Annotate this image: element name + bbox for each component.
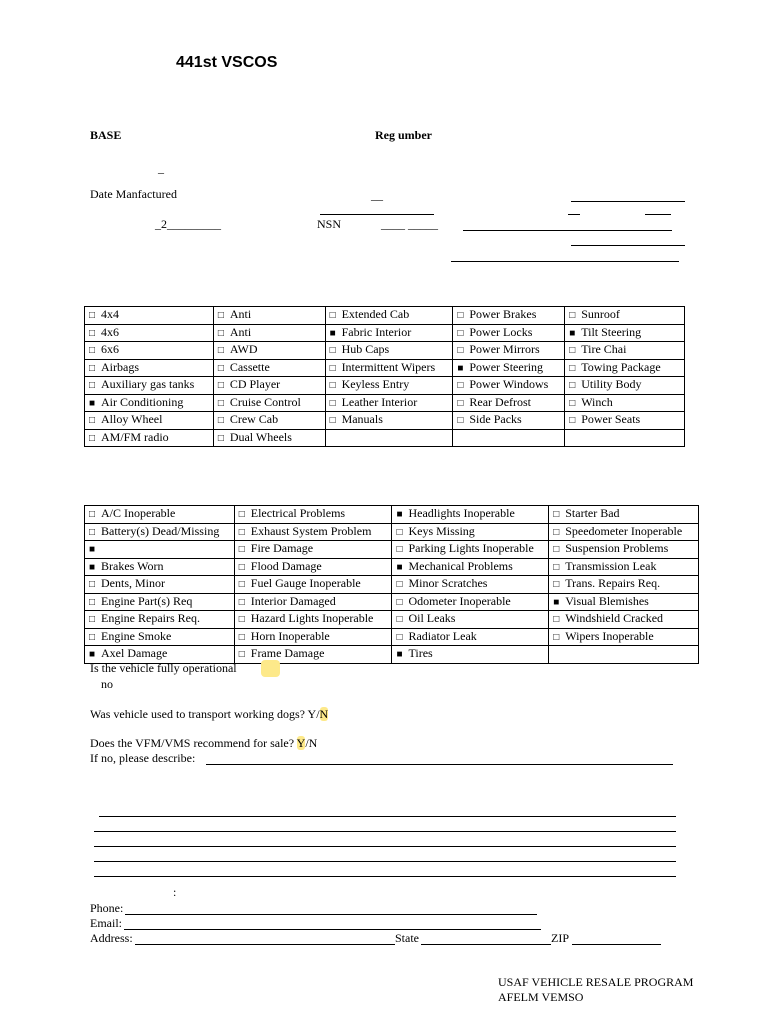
checklist-label: Speedometer Inoperable	[565, 523, 683, 538]
checkbox[interactable]: ■	[329, 327, 336, 339]
checkbox[interactable]: □	[457, 327, 464, 339]
table-row	[85, 611, 699, 629]
checklist-label: Power Mirrors	[469, 342, 540, 356]
checklist-cell	[565, 377, 685, 395]
checklist-cell	[453, 359, 565, 377]
checkbox[interactable]: □	[238, 614, 245, 625]
checkbox[interactable]: □	[569, 380, 576, 391]
checklist-label: Tire Chai	[581, 342, 627, 356]
checklist-label: Radiator Leak	[408, 628, 477, 643]
checklist-cell	[325, 429, 453, 447]
description-line[interactable]	[94, 876, 676, 877]
table-row	[85, 576, 699, 594]
checklist-label: Horn Inoperable	[250, 628, 330, 643]
checklist-label: Fabric Interior	[341, 324, 412, 339]
checklist-cell	[453, 307, 565, 325]
checklist-label: Electrical Problems	[250, 506, 346, 520]
checklist-cell	[565, 359, 685, 377]
checklist-label: Visual Blemishes	[565, 593, 649, 608]
checkbox[interactable]: □	[89, 310, 96, 321]
checklist-label: Frame Damage	[250, 646, 325, 660]
checklist-label: 4x4	[101, 307, 119, 321]
description-line[interactable]	[94, 831, 676, 832]
checkbox[interactable]: □	[553, 561, 560, 573]
form-title: 441st VSCOS	[176, 54, 278, 71]
checklist-cell	[549, 506, 699, 524]
checkbox[interactable]: ■	[396, 561, 403, 573]
checklist-cell	[85, 359, 214, 377]
checklist-cell	[85, 611, 235, 629]
table-row	[85, 628, 699, 646]
checklist-cell	[85, 576, 235, 594]
checklist-label: Battery(s) Dead/Missing	[101, 523, 220, 538]
table-row	[85, 593, 699, 611]
checkbox[interactable]: □	[457, 397, 464, 409]
checklist-cell	[392, 506, 549, 524]
table-row	[85, 394, 685, 412]
checklist-cell	[85, 506, 235, 524]
checklist-cell	[234, 506, 392, 524]
checkbox[interactable]: □	[89, 631, 96, 643]
blank-line[interactable]	[320, 214, 434, 215]
blank-line[interactable]	[451, 261, 679, 262]
checklist-label: Keys Missing	[408, 523, 475, 538]
checklist-label: Power Seats	[581, 412, 641, 426]
blank-line[interactable]	[463, 230, 672, 231]
checklist-label: Headlights Inoperable	[408, 506, 515, 520]
checkbox[interactable]: □	[89, 509, 96, 520]
checkbox[interactable]: □	[569, 362, 576, 374]
checklist-label: Side Packs	[469, 412, 522, 426]
table-row	[85, 307, 685, 325]
operational-answer-highlight[interactable]	[261, 660, 280, 677]
checklist-label: Axel Damage	[101, 646, 168, 660]
checklist-cell	[453, 412, 565, 430]
checklist-label: Sunroof	[581, 307, 620, 321]
checklist-cell	[565, 342, 685, 360]
working-dogs-question: Was vehicle used to transport working dogs? Y/N	[90, 707, 329, 721]
checkbox[interactable]: □	[457, 380, 464, 391]
checklist-cell	[85, 394, 214, 412]
checkbox[interactable]: □	[569, 310, 576, 321]
checklist-label: Leather Interior	[341, 394, 418, 409]
checkbox[interactable]: □	[217, 415, 224, 426]
short-blank: __	[371, 188, 383, 202]
checklist-label: Trans. Repairs Req.	[565, 576, 661, 590]
checklist-label: Power Locks	[469, 324, 533, 339]
checkbox[interactable]: □	[217, 345, 224, 356]
checklist-label: 4x6	[101, 324, 119, 339]
checklist-cell	[549, 593, 699, 611]
checklist-cell	[565, 412, 685, 430]
checklist-cell	[85, 541, 235, 559]
checklist-cell	[325, 412, 453, 430]
checkbox[interactable]: □	[89, 380, 96, 391]
checklist-label: Power Windows	[469, 377, 549, 391]
checkbox[interactable]: □	[396, 631, 403, 643]
base-label: BASE	[90, 128, 122, 142]
checkbox[interactable]: □	[238, 631, 245, 643]
checklist-cell	[392, 611, 549, 629]
checkbox[interactable]: □	[553, 544, 560, 555]
phone-label: Phone:	[90, 901, 124, 915]
table-row	[85, 324, 685, 342]
checklist-label: Cruise Control	[229, 394, 301, 409]
checklist-label: Starter Bad	[565, 506, 620, 520]
checklist-cell	[549, 576, 699, 594]
table-row	[85, 558, 699, 576]
checkbox[interactable]: ■	[396, 649, 403, 660]
checklist-label: Brakes Worn	[101, 558, 164, 573]
checklist-cell	[85, 593, 235, 611]
table-row	[85, 412, 685, 430]
checklist-label: Engine Part(s) Req	[101, 593, 193, 608]
checkbox[interactable]: □	[396, 526, 403, 538]
table-row	[85, 377, 685, 395]
checkbox[interactable]: □	[457, 310, 464, 321]
checklist-label: Transmission Leak	[565, 558, 657, 573]
checklist-cell	[392, 541, 549, 559]
number-field[interactable]: _2_________	[155, 217, 221, 231]
checklist-cell	[325, 359, 453, 377]
checkbox[interactable]: □	[396, 596, 403, 608]
checklist-cell	[392, 558, 549, 576]
checklist-label: Hazard Lights Inoperable	[250, 611, 374, 625]
checklist-cell	[85, 628, 235, 646]
checklist-label: Anti	[229, 324, 252, 339]
checklist-label: Rear Defrost	[469, 394, 532, 409]
checkbox[interactable]: □	[89, 327, 96, 339]
checklist-label: A/C Inoperable	[101, 506, 176, 520]
checkbox[interactable]: □	[89, 526, 96, 538]
checklist-cell	[549, 611, 699, 629]
checklist-label: Cassette	[229, 359, 270, 374]
checklist-cell	[392, 628, 549, 646]
checklist-label: Dual Wheels	[229, 429, 292, 444]
checklist-cell	[213, 359, 325, 377]
checkbox[interactable]: □	[329, 345, 336, 356]
checklist-label: 6x6	[101, 342, 119, 356]
checkbox[interactable]: □	[217, 310, 224, 321]
checklist-label: Engine Smoke	[101, 628, 172, 643]
checklist-cell	[234, 593, 392, 611]
checkbox[interactable]: □	[553, 631, 560, 643]
checklist-label: Winch	[581, 394, 613, 409]
checklist-cell	[213, 429, 325, 447]
checklist-label: Auxiliary gas tanks	[101, 377, 195, 391]
checkbox[interactable]: □	[396, 614, 403, 625]
checklist-cell	[392, 523, 549, 541]
checklist-label: Mechanical Problems	[408, 558, 513, 573]
footer-office: AFELM VEMSO	[498, 990, 584, 1004]
address-label: Address:	[90, 931, 133, 945]
checklist-cell	[234, 646, 392, 664]
checkbox[interactable]: □	[89, 362, 96, 374]
checkbox[interactable]: □	[569, 397, 576, 409]
checkbox[interactable]: ■	[396, 509, 403, 520]
checklist-label: Fire Damage	[250, 541, 314, 555]
checklist-label: Dents, Minor	[101, 576, 165, 590]
checklist-cell	[325, 342, 453, 360]
checklist-label: Alloy Wheel	[101, 412, 163, 426]
checklist-cell	[549, 541, 699, 559]
recommend-sale-answer[interactable]: Y	[296, 736, 306, 750]
nsn-blanks[interactable]: ____ _____	[381, 217, 438, 231]
checklist-cell	[453, 342, 565, 360]
checklist-cell	[453, 324, 565, 342]
table-row	[85, 342, 685, 360]
state-label: State	[395, 931, 419, 945]
checklist-cell	[392, 646, 549, 664]
checklist-label: Wipers Inoperable	[565, 628, 654, 643]
describe-label: If no, please describe:	[90, 751, 196, 765]
checklist-label: Power Steering	[469, 359, 544, 374]
phone-field[interactable]	[125, 914, 537, 915]
checklist-cell	[213, 342, 325, 360]
checkbox[interactable]: □	[569, 345, 576, 356]
checklist-cell	[213, 324, 325, 342]
checkbox[interactable]: □	[89, 579, 96, 590]
checklist-cell	[325, 377, 453, 395]
checklist-label: Oil Leaks	[408, 611, 456, 625]
checkbox[interactable]: □	[217, 432, 224, 444]
checkbox[interactable]: □	[329, 380, 336, 391]
checklist-cell	[565, 394, 685, 412]
checklist-cell	[85, 558, 235, 576]
checklist-label: Odometer Inoperable	[408, 593, 511, 608]
email-label: Email:	[90, 916, 122, 930]
checklist-label: Flood Damage	[250, 558, 322, 573]
checkbox[interactable]: □	[457, 345, 464, 356]
checklist-cell	[325, 394, 453, 412]
description-line[interactable]	[99, 816, 676, 817]
recommend-sale-question: Does the VFM/VMS recommend for sale? Y/N	[90, 736, 318, 750]
checkbox[interactable]: ■	[89, 544, 96, 555]
checklist-cell	[453, 394, 565, 412]
checkbox[interactable]: □	[329, 397, 336, 409]
checklist-cell	[392, 576, 549, 594]
checkbox[interactable]: □	[89, 415, 96, 426]
checklist-label: Parking Lights Inoperable	[408, 541, 534, 555]
checklist-cell	[565, 429, 685, 447]
checklist-label: Keyless Entry	[341, 377, 410, 391]
blank-line[interactable]	[568, 214, 580, 215]
checkbox[interactable]: ■	[569, 327, 576, 339]
checkbox[interactable]: □	[217, 362, 224, 374]
checklist-label: Interior Damaged	[250, 593, 336, 608]
checkbox[interactable]: □	[396, 579, 403, 590]
checkbox[interactable]: □	[238, 596, 245, 608]
working-dogs-answer[interactable]: N	[319, 707, 329, 721]
description-line[interactable]	[94, 846, 676, 847]
vehicle-options-table	[84, 306, 685, 447]
checkbox[interactable]: □	[238, 526, 245, 538]
checkbox[interactable]: ■	[457, 362, 464, 374]
operational-answer: no	[101, 677, 113, 691]
checklist-cell	[234, 628, 392, 646]
address-field[interactable]	[135, 944, 395, 945]
checklist-cell	[325, 307, 453, 325]
blank-line[interactable]	[571, 201, 685, 202]
checkbox[interactable]: □	[238, 544, 245, 555]
checklist-label: Hub Caps	[341, 342, 390, 356]
checklist-cell	[549, 523, 699, 541]
table-row	[85, 541, 699, 559]
date-manufactured-label: Date Manfactured	[90, 187, 177, 201]
describe-field[interactable]	[206, 764, 673, 765]
checkbox[interactable]: ■	[89, 397, 96, 409]
description-line[interactable]	[94, 861, 676, 862]
checkbox[interactable]: □	[553, 526, 560, 538]
table-row	[85, 506, 699, 524]
checkbox[interactable]: ■	[553, 596, 560, 608]
checklist-cell	[85, 342, 214, 360]
checklist-label: Anti	[229, 307, 252, 321]
checklist-cell	[234, 523, 392, 541]
checklist-cell	[234, 541, 392, 559]
checklist-label: Air Conditioning	[101, 394, 184, 409]
colon-mark: :	[173, 885, 177, 899]
checklist-label: Engine Repairs Req.	[101, 611, 200, 625]
checkbox[interactable]: □	[89, 596, 96, 608]
checklist-cell	[549, 646, 699, 664]
state-field[interactable]	[421, 944, 551, 945]
checklist-cell	[565, 324, 685, 342]
checkbox[interactable]: □	[89, 614, 96, 625]
checklist-cell	[549, 558, 699, 576]
checkbox[interactable]: □	[329, 415, 336, 426]
checklist-cell	[234, 611, 392, 629]
checklist-label: CD Player	[229, 377, 281, 391]
zip-field[interactable]	[572, 944, 661, 945]
checkbox[interactable]: □	[569, 415, 576, 426]
table-row	[85, 523, 699, 541]
reg-number-label: Reg umber	[375, 128, 432, 142]
checkbox[interactable]: □	[553, 509, 560, 520]
checklist-label: Tires	[408, 646, 433, 660]
checklist-cell	[85, 429, 214, 447]
checklist-label: AM/FM radio	[101, 429, 169, 444]
checklist-cell	[453, 377, 565, 395]
zip-label: ZIP	[551, 931, 569, 945]
vehicle-problems-table	[84, 505, 699, 664]
checklist-cell	[85, 307, 214, 325]
checklist-label: Fuel Gauge Inoperable	[250, 576, 361, 590]
blank-line[interactable]	[571, 245, 685, 246]
checkbox[interactable]: □	[553, 579, 560, 590]
checkbox[interactable]: □	[217, 380, 224, 391]
checklist-cell	[85, 377, 214, 395]
checklist-cell	[565, 307, 685, 325]
checkbox[interactable]: ■	[89, 649, 96, 660]
checklist-label: AWD	[229, 342, 258, 356]
checklist-cell	[453, 429, 565, 447]
checkbox[interactable]: □	[238, 561, 245, 573]
checklist-label: Suspension Problems	[565, 541, 669, 555]
checkbox[interactable]: □	[553, 614, 560, 625]
checklist-cell	[392, 593, 549, 611]
checklist-cell	[85, 324, 214, 342]
checklist-cell	[234, 558, 392, 576]
checklist-label: Intermittent Wipers	[341, 359, 436, 374]
checklist-cell	[213, 412, 325, 430]
checklist-cell	[549, 628, 699, 646]
checkbox[interactable]: □	[396, 544, 403, 555]
checklist-cell	[213, 394, 325, 412]
checklist-label: Airbags	[101, 359, 139, 374]
table-row	[85, 359, 685, 377]
checklist-cell	[213, 307, 325, 325]
checklist-cell	[234, 576, 392, 594]
checklist-label: Windshield Cracked	[565, 611, 664, 625]
checkbox[interactable]: □	[238, 649, 245, 660]
checklist-label: Crew Cab	[229, 412, 279, 426]
checkbox[interactable]: □	[217, 397, 224, 409]
checkbox[interactable]: □	[89, 432, 96, 444]
checklist-label: Minor Scratches	[408, 576, 488, 590]
checklist-cell	[213, 377, 325, 395]
dash-mark: _	[158, 161, 164, 175]
checklist-cell	[85, 523, 235, 541]
checkbox[interactable]: □	[329, 362, 336, 374]
table-row	[85, 429, 685, 447]
checkbox[interactable]: □	[217, 327, 224, 339]
checkbox[interactable]: ■	[89, 561, 96, 573]
checklist-cell	[85, 412, 214, 430]
checklist-label: Utility Body	[581, 377, 642, 391]
checklist-label: Exhaust System Problem	[250, 523, 372, 538]
nsn-label: NSN	[317, 217, 342, 231]
operational-question: Is the vehicle fully operational	[90, 661, 237, 675]
blank-line[interactable]	[645, 214, 671, 215]
footer-program: USAF VEHICLE RESALE PROGRAM	[498, 975, 694, 989]
checklist-label: Power Brakes	[469, 307, 537, 321]
checklist-label: Extended Cab	[341, 307, 410, 321]
checklist-label: Manuals	[341, 412, 383, 426]
checkbox[interactable]: □	[238, 509, 245, 520]
checklist-label: Tilt Steering	[581, 324, 642, 339]
checkbox[interactable]: □	[238, 579, 245, 590]
checklist-label: Towing Package	[581, 359, 661, 374]
checkbox[interactable]: □	[329, 310, 336, 321]
checkbox[interactable]: □	[89, 345, 96, 356]
checklist-cell	[325, 324, 453, 342]
checkbox[interactable]: □	[457, 415, 464, 426]
email-field[interactable]	[124, 929, 541, 930]
